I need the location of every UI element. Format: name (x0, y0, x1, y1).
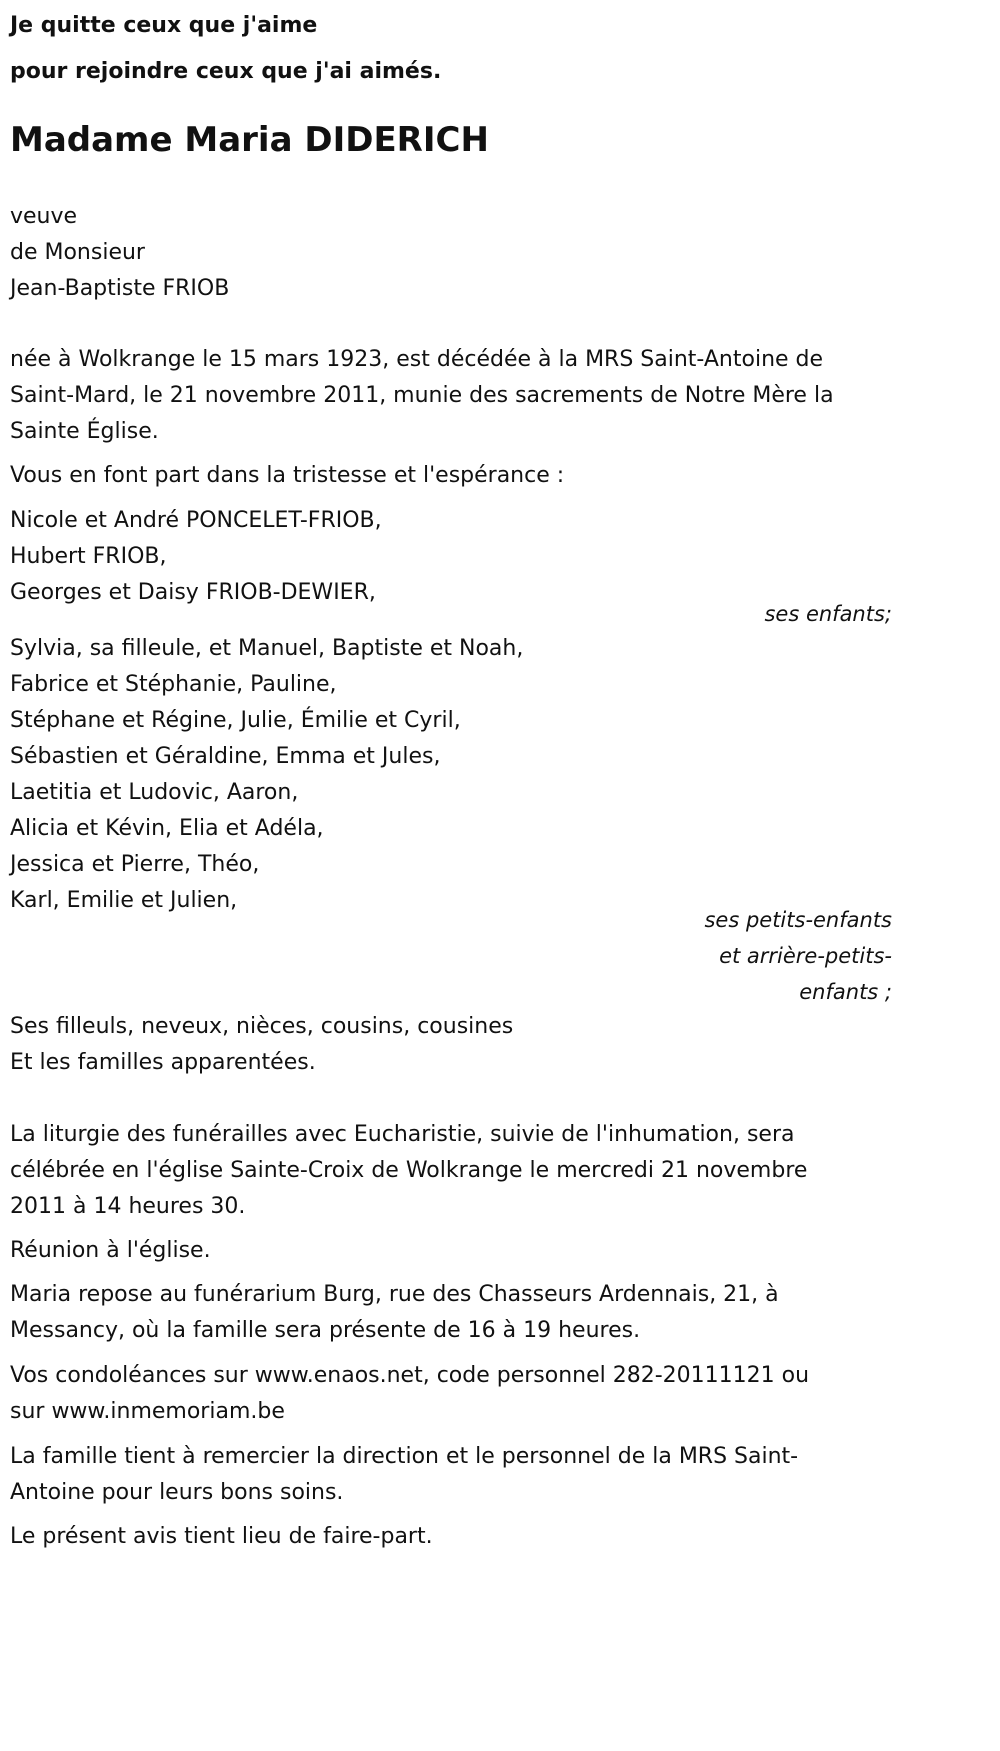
list-item: Nicole et André PONCELET-FRIOB, (10, 508, 382, 533)
paragraph-line: née à Wolkrange le 15 mars 1923, est décédée à la MRS Saint-Antoine de (10, 347, 824, 372)
list-item: Jessica et Pierre, Théo, (10, 852, 260, 877)
paragraph-line: La liturgie des funérailles avec Eucharistie, suivie de l'inhumation, sera (10, 1122, 795, 1147)
list-item: Laetitia et Ludovic, Aaron, (10, 780, 299, 805)
paragraph-line: 2011 à 14 heures 30. (10, 1194, 246, 1219)
list-item: Alicia et Kévin, Elia et Adéla, (10, 816, 324, 841)
children-list (10, 503, 890, 611)
paragraph-line: Maria repose au funérarium Burg, rue des Chasseurs Ardennais, 21, à (10, 1282, 779, 1307)
motto-line-2: pour rejoindre ceux que j'ai aimés. (10, 59, 442, 84)
grandchildren-list (10, 631, 890, 919)
list-item: Ses filleuls, neveux, nièces, cousins, cousines (10, 1014, 514, 1039)
paragraph-line: Saint-Mard, le 21 novembre 2011, munie des sacrements de Notre Mère la (10, 383, 834, 408)
status-line: veuve (10, 204, 78, 229)
repose-paragraph (10, 1277, 890, 1349)
status-line: Jean-Baptiste FRIOB (10, 276, 230, 301)
paragraph-line: sur www.inmemoriam.be (10, 1399, 285, 1424)
list-item: Et les familles apparentées. (10, 1050, 316, 1075)
condolences-paragraph (10, 1358, 890, 1430)
paragraph-line: célébrée en l'église Sainte-Croix de Wolkrange le mercredi 21 novembre (10, 1158, 808, 1183)
label-line: enfants ; (799, 980, 892, 1004)
list-item: Sébastien et Géraldine, Emma et Jules, (10, 744, 441, 769)
list-item: Fabrice et Stéphanie, Pauline, (10, 672, 337, 697)
label-line: et arrière-petits- (719, 944, 892, 968)
other-relatives (10, 1009, 890, 1081)
grandchildren-label (704, 902, 892, 1010)
widow-status (10, 199, 890, 307)
paragraph-line: Messancy, où la famille sera présente de 16 à 19 heures. (10, 1318, 641, 1343)
meeting-paragraph: Réunion à l'église. (10, 1238, 211, 1263)
motto-line-1: Je quitte ceux que j'aime (10, 13, 318, 38)
paragraph-line: Sainte Église. (10, 419, 159, 444)
list-item: Karl, Emilie et Julien, (10, 888, 238, 913)
children-label: ses enfants; (764, 602, 892, 626)
birth-death-paragraph (10, 342, 890, 450)
list-item: Stéphane et Régine, Julie, Émilie et Cyril, (10, 708, 461, 733)
paragraph-line: Vos condoléances sur www.enaos.net, code personnel 282-20111121 ou (10, 1363, 810, 1388)
status-line: de Monsieur (10, 240, 145, 265)
list-item: Hubert FRIOB, (10, 544, 167, 569)
list-item: Georges et Daisy FRIOB-DEWIER, (10, 580, 376, 605)
thanks-paragraph (10, 1439, 890, 1511)
label-line: ses petits-enfants (704, 908, 892, 932)
announcement-intro: Vous en font part dans la tristesse et l'espérance : (10, 463, 565, 488)
paragraph-line: La famille tient à remercier la direction et le personnel de la MRS Saint- (10, 1444, 799, 1469)
liturgy-paragraph (10, 1117, 890, 1225)
list-item: Sylvia, sa filleule, et Manuel, Baptiste et Noah, (10, 636, 524, 661)
paragraph-line: Antoine pour leurs bons soins. (10, 1480, 344, 1505)
deceased-name: Madame Maria DIDERICH (10, 120, 489, 160)
closing-paragraph: Le présent avis tient lieu de faire-part. (10, 1524, 433, 1549)
